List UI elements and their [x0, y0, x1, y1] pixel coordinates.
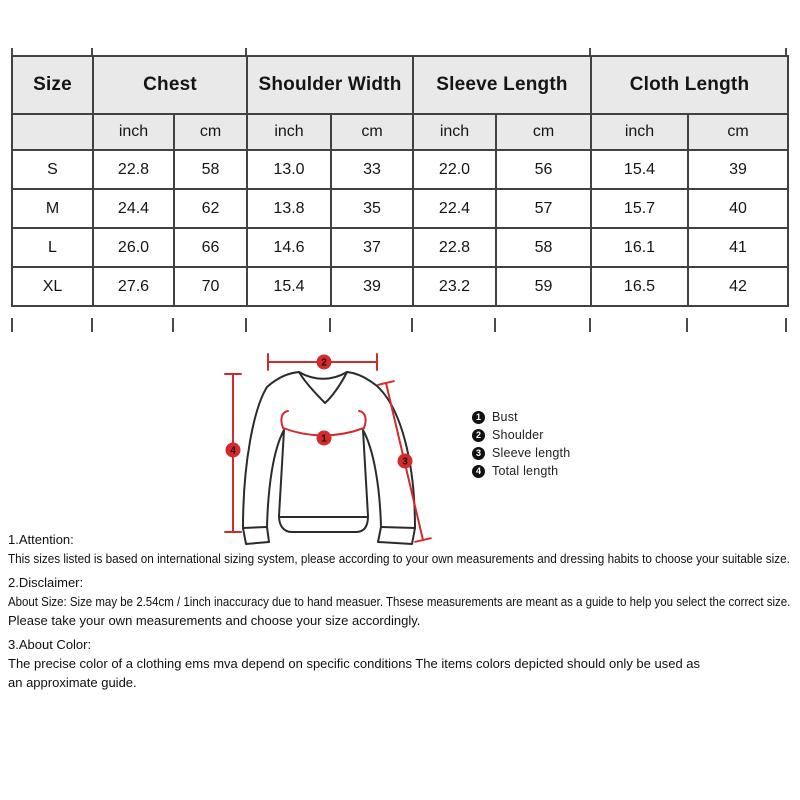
cell-value: 70: [174, 267, 247, 306]
unit-header: inch: [591, 114, 688, 150]
cell-value: 66: [174, 228, 247, 267]
notes-section: [8, 530, 800, 692]
legend-label: Bust: [492, 410, 518, 424]
cell-value: 16.1: [591, 228, 688, 267]
unit-header: cm: [331, 114, 413, 150]
table-crop-remnant-line: [411, 318, 413, 332]
cell-value: 40: [688, 189, 788, 228]
sweater-left-cuff-line: [243, 527, 267, 528]
marker-4-number: 4: [230, 445, 236, 457]
cell-value: 22.0: [413, 150, 496, 189]
cell-value: 13.8: [247, 189, 331, 228]
note-title-disclaimer: 2.Disclaimer:: [8, 575, 84, 590]
cell-value: 41: [688, 228, 788, 267]
note-title-about-color: 3.About Color:: [8, 637, 92, 652]
sweater-right-cuff-line: [381, 527, 415, 528]
column-header-sleeve-length: Sleeve Length: [413, 56, 591, 114]
marker-1-number: 1: [321, 433, 327, 445]
table-crop-remnant-line: [589, 48, 591, 55]
cell-value: 33: [331, 150, 413, 189]
table-crop-remnant-line: [589, 318, 591, 332]
legend-label: Shoulder: [492, 428, 544, 442]
cell-value: 62: [174, 189, 247, 228]
sweater-collar-back-line: [299, 372, 347, 379]
size-label: XL: [12, 267, 93, 306]
table-crop-remnant-line: [785, 318, 787, 332]
cell-value: 22.4: [413, 189, 496, 228]
table-crop-remnant-line: [245, 48, 247, 55]
cell-value: 39: [331, 267, 413, 306]
table-row-size-l: [12, 228, 788, 267]
unit-header: inch: [413, 114, 496, 150]
table-row-size-xl: [12, 267, 788, 306]
table-crop-remnant-line: [329, 318, 331, 332]
note-title-attention: 1.Attention:: [8, 532, 74, 547]
size-label: M: [12, 189, 93, 228]
cell-value: 37: [331, 228, 413, 267]
unit-header-empty: [12, 114, 93, 150]
legend-badge-2: 2: [472, 429, 485, 442]
cell-value: 22.8: [93, 150, 174, 189]
table-crop-remnant-line: [172, 318, 174, 332]
unit-header: cm: [496, 114, 591, 150]
cell-value: 56: [496, 150, 591, 189]
table-row-size-s: [12, 150, 788, 189]
cell-value: 15.4: [247, 267, 331, 306]
cell-value: 22.8: [413, 228, 496, 267]
column-header-chest: Chest: [93, 56, 247, 114]
note-line: Please take your own measurements and choose your size accordingly.: [8, 613, 421, 628]
cell-value: 39: [688, 150, 788, 189]
table-crop-remnant-line: [494, 318, 496, 332]
cell-value: 59: [496, 267, 591, 306]
cell-value: 15.7: [591, 189, 688, 228]
note-line: The precise color of a clothing ems mva depend on specific conditions The items colors depicted should only be used as: [8, 656, 701, 671]
column-header-size: Size: [12, 56, 93, 114]
size-chart-table: [11, 55, 789, 307]
marker-2-number: 2: [321, 357, 327, 369]
cell-value: 14.6: [247, 228, 331, 267]
size-label: L: [12, 228, 93, 267]
unit-header: inch: [93, 114, 174, 150]
legend-item-sleeve-length: [472, 444, 570, 462]
cell-value: 58: [496, 228, 591, 267]
column-header-shoulder-width: Shoulder Width: [247, 56, 413, 114]
cell-value: 23.2: [413, 267, 496, 306]
table-unit-header-row: [12, 114, 788, 150]
cell-value: 27.6: [93, 267, 174, 306]
column-header-cloth-length: Cloth Length: [591, 56, 788, 114]
cell-value: 35: [331, 189, 413, 228]
note-line: an approximate guide.: [8, 675, 137, 690]
size-label: S: [12, 150, 93, 189]
legend-label: Total length: [492, 464, 559, 478]
cell-value: 13.0: [247, 150, 331, 189]
legend-item-shoulder: [472, 426, 570, 444]
note-line: This sizes listed is based on international sizing system, please according to your own measurements and dressing habits to choose your suitable size.: [8, 551, 790, 566]
legend-item-bust: [472, 408, 570, 426]
table-crop-remnant-line: [686, 318, 688, 332]
unit-header: cm: [174, 114, 247, 150]
cell-value: 57: [496, 189, 591, 228]
marker-3-number: 3: [402, 456, 408, 468]
table-crop-remnant-line: [91, 48, 93, 55]
table-row-size-m: [12, 189, 788, 228]
table-crop-remnant-line: [245, 318, 247, 332]
cell-value: 42: [688, 267, 788, 306]
cell-value: 15.4: [591, 150, 688, 189]
legend-badge-1: 1: [472, 411, 485, 424]
cell-value: 58: [174, 150, 247, 189]
unit-header: cm: [688, 114, 788, 150]
cell-value: 26.0: [93, 228, 174, 267]
unit-header: inch: [247, 114, 331, 150]
note-line: About Size: Size may be 2.54cm / 1inch inaccuracy due to hand measuer. Thsese measurements are meant as a guide to help you select the correct size.: [8, 594, 791, 609]
measurement-legend: [472, 408, 570, 480]
legend-badge-4: 4: [472, 465, 485, 478]
table-crop-remnant-line: [91, 318, 93, 332]
legend-label: Sleeve length: [492, 446, 571, 460]
cell-value: 24.4: [93, 189, 174, 228]
legend-badge-3: 3: [472, 447, 485, 460]
table-crop-remnant-line: [11, 318, 13, 332]
cell-value: 16.5: [591, 267, 688, 306]
table-group-header-row: [12, 56, 788, 114]
table-crop-remnant-line: [11, 48, 13, 55]
table-crop-remnant-line: [785, 48, 787, 55]
legend-item-total-length: [472, 462, 570, 480]
